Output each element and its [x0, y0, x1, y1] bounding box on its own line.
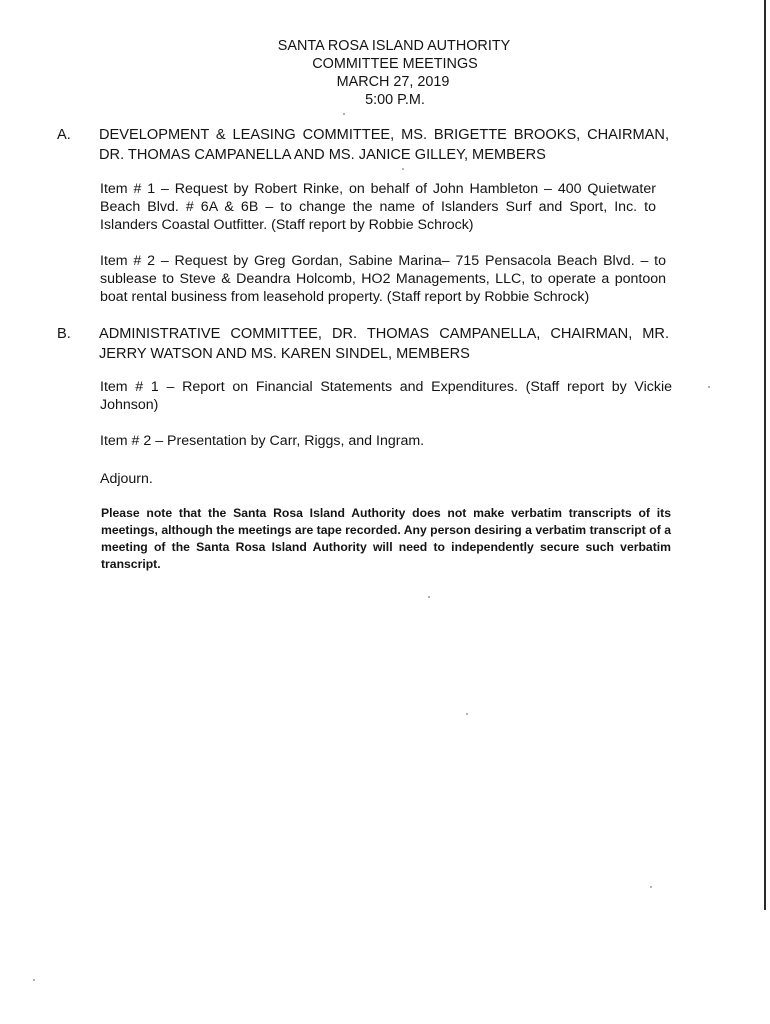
scan-speck: [402, 168, 404, 170]
scan-speck: [650, 886, 652, 888]
meeting-title: COMMITTEE MEETINGS: [312, 56, 478, 72]
section-b-letter: B.: [57, 326, 71, 342]
section-a-letter: A.: [57, 127, 71, 143]
section-a-item-1: Item # 1 – Request by Robert Rinke, on behalf of John Hambleton – 400 Quietwater Beach Blvd. # 6A & 6B – to change the name of Islanders Surf and Sport, Inc. to Islanders Coastal Outfitter. (Staff report by Robbie Schrock): [100, 181, 656, 233]
scan-speck: [708, 386, 710, 388]
scan-speck: [466, 713, 468, 715]
document-header: [0, 37, 770, 109]
meeting-time: 5:00 P.M.: [365, 92, 425, 108]
org-name: SANTA ROSA ISLAND AUTHORITY: [277, 38, 511, 54]
transcript-notice: Please note that the Santa Rosa Island Authority does not make verbatim transcripts of its meetings, although the meetings are tape recorded. Any person desiring a verbatim transcript of a meeting of the Santa Rosa Island Authority will need to independently secure such verbatim transcript.: [101, 506, 671, 571]
adjourn-text: Adjourn.: [100, 471, 153, 487]
section-b-item-2: Item # 2 – Presentation by Carr, Riggs, and Ingram.: [100, 433, 425, 449]
scan-speck: [343, 113, 345, 115]
scan-speck: [428, 596, 430, 598]
section-b-item-1: Item # 1 – Report on Financial Statements and Expenditures. (Staff report by Vickie Johnson): [100, 379, 672, 413]
scan-edge-line: [764, 0, 766, 910]
scan-speck: [33, 979, 35, 981]
section-a-heading: DEVELOPMENT & LEASING COMMITTEE, MS. BRIGETTE BROOKS, CHAIRMAN, DR. THOMAS CAMPANELLA AND MS. JANICE GILLEY, MEMBERS: [99, 127, 669, 163]
section-b-heading: ADMINISTRATIVE COMMITTEE, DR. THOMAS CAMPANELLA, CHAIRMAN, MR. JERRY WATSON AND MS. KAREN SINDEL, MEMBERS: [99, 326, 669, 362]
section-a-item-2: Item # 2 – Request by Greg Gordan, Sabine Marina– 715 Pensacola Beach Blvd. – to sublease to Steve & Deandra Holcomb, HO2 Managements, LLC, to operate a pontoon boat rental business from leasehold property. (Staff report by Robbie Schrock): [100, 253, 666, 305]
meeting-date: MARCH 27, 2019: [336, 74, 450, 90]
